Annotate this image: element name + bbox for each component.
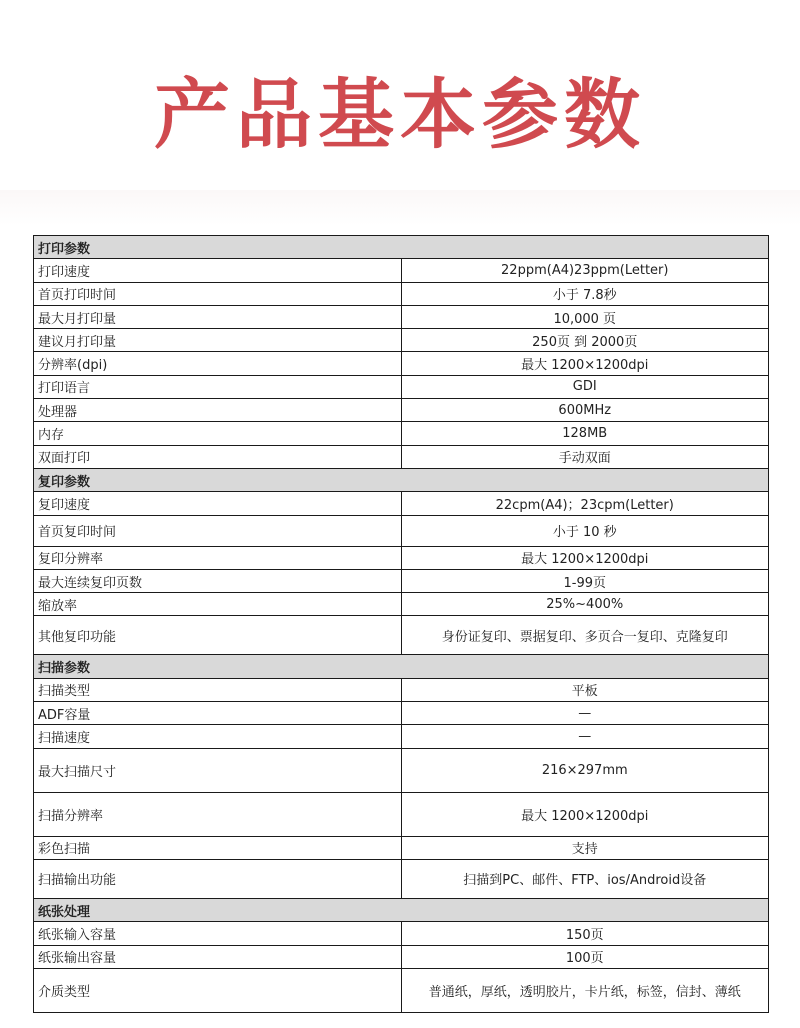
table-row xyxy=(34,569,769,592)
row-value: 支持 xyxy=(401,836,769,859)
table-row xyxy=(34,422,769,445)
title-band xyxy=(0,0,800,190)
row-value: 普通纸，厚纸，透明胶片，卡片纸，标签，信封、薄纸 xyxy=(401,968,769,1012)
section-header xyxy=(34,468,769,491)
row-label: 建议月打印量 xyxy=(34,329,402,352)
row-value: — xyxy=(401,702,769,725)
row-label: 缩放率 xyxy=(34,593,402,616)
table-row xyxy=(34,836,769,859)
row-value: GDI xyxy=(401,375,769,398)
row-value: 1-99页 xyxy=(401,569,769,592)
table-row xyxy=(34,546,769,569)
row-label: 首页打印时间 xyxy=(34,282,402,305)
page-title: 产品基本参数 xyxy=(154,70,646,159)
table-row xyxy=(34,515,769,546)
section-header xyxy=(34,655,769,678)
row-value: 手动双面 xyxy=(401,445,769,468)
section-header xyxy=(34,898,769,921)
table-row xyxy=(34,329,769,352)
table-row xyxy=(34,748,769,792)
row-value: 10,000 页 xyxy=(401,305,769,328)
section-title: 纸张处理 xyxy=(34,898,769,921)
row-label: 纸张输入容量 xyxy=(34,922,402,945)
row-label: 复印分辨率 xyxy=(34,546,402,569)
spec-table xyxy=(33,235,769,1013)
table-row xyxy=(34,352,769,375)
row-value: 25%~400% xyxy=(401,593,769,616)
table-row xyxy=(34,859,769,898)
row-label: 内存 xyxy=(34,422,402,445)
table-row xyxy=(34,792,769,836)
row-label: 最大月打印量 xyxy=(34,305,402,328)
row-label: 打印速度 xyxy=(34,259,402,282)
row-value: 22ppm(A4)23ppm(Letter) xyxy=(401,259,769,282)
row-label: 最大扫描尺寸 xyxy=(34,748,402,792)
row-label: 扫描类型 xyxy=(34,678,402,701)
row-value: 最大 1200×1200dpi xyxy=(401,792,769,836)
table-row xyxy=(34,725,769,748)
table-row xyxy=(34,616,769,655)
row-value: 最大 1200×1200dpi xyxy=(401,352,769,375)
row-value: 128MB xyxy=(401,422,769,445)
table-row xyxy=(34,375,769,398)
table-row xyxy=(34,593,769,616)
section-title: 扫描参数 xyxy=(34,655,769,678)
row-value: 150页 xyxy=(401,922,769,945)
row-label: ADF容量 xyxy=(34,702,402,725)
row-label: 复印速度 xyxy=(34,492,402,515)
row-label: 介质类型 xyxy=(34,968,402,1012)
row-label: 扫描输出功能 xyxy=(34,859,402,898)
row-label: 分辨率(dpi) xyxy=(34,352,402,375)
section-title: 复印参数 xyxy=(34,468,769,491)
row-label: 扫描速度 xyxy=(34,725,402,748)
table-row xyxy=(34,399,769,422)
row-value: 250页 到 2000页 xyxy=(401,329,769,352)
row-label: 首页复印时间 xyxy=(34,515,402,546)
table-row xyxy=(34,282,769,305)
table-row xyxy=(34,968,769,1012)
table-row xyxy=(34,259,769,282)
row-value: 100页 xyxy=(401,945,769,968)
row-label: 彩色扫描 xyxy=(34,836,402,859)
row-value: 600MHz xyxy=(401,399,769,422)
row-value: 身份证复印、票据复印、多页合一复印、克隆复印 xyxy=(401,616,769,655)
row-value: 22cpm(A4)；23cpm(Letter) xyxy=(401,492,769,515)
table-row xyxy=(34,305,769,328)
row-value: 平板 xyxy=(401,678,769,701)
table-row xyxy=(34,702,769,725)
table-row xyxy=(34,945,769,968)
table-row xyxy=(34,445,769,468)
row-value: 小于 10 秒 xyxy=(401,515,769,546)
row-label: 最大连续复印页数 xyxy=(34,569,402,592)
row-value: 216×297mm xyxy=(401,748,769,792)
row-label: 扫描分辨率 xyxy=(34,792,402,836)
row-label: 双面打印 xyxy=(34,445,402,468)
table-row xyxy=(34,922,769,945)
row-label: 打印语言 xyxy=(34,375,402,398)
row-label: 纸张输出容量 xyxy=(34,945,402,968)
section-title: 打印参数 xyxy=(34,236,769,259)
row-label: 其他复印功能 xyxy=(34,616,402,655)
row-value: — xyxy=(401,725,769,748)
row-value: 扫描到PC、邮件、FTP、ios/Android设备 xyxy=(401,859,769,898)
divider-band xyxy=(0,190,800,226)
table-row xyxy=(34,678,769,701)
row-value: 小于 7.8秒 xyxy=(401,282,769,305)
row-label: 处理器 xyxy=(34,399,402,422)
table-row xyxy=(34,492,769,515)
section-header xyxy=(34,236,769,259)
row-value: 最大 1200×1200dpi xyxy=(401,546,769,569)
